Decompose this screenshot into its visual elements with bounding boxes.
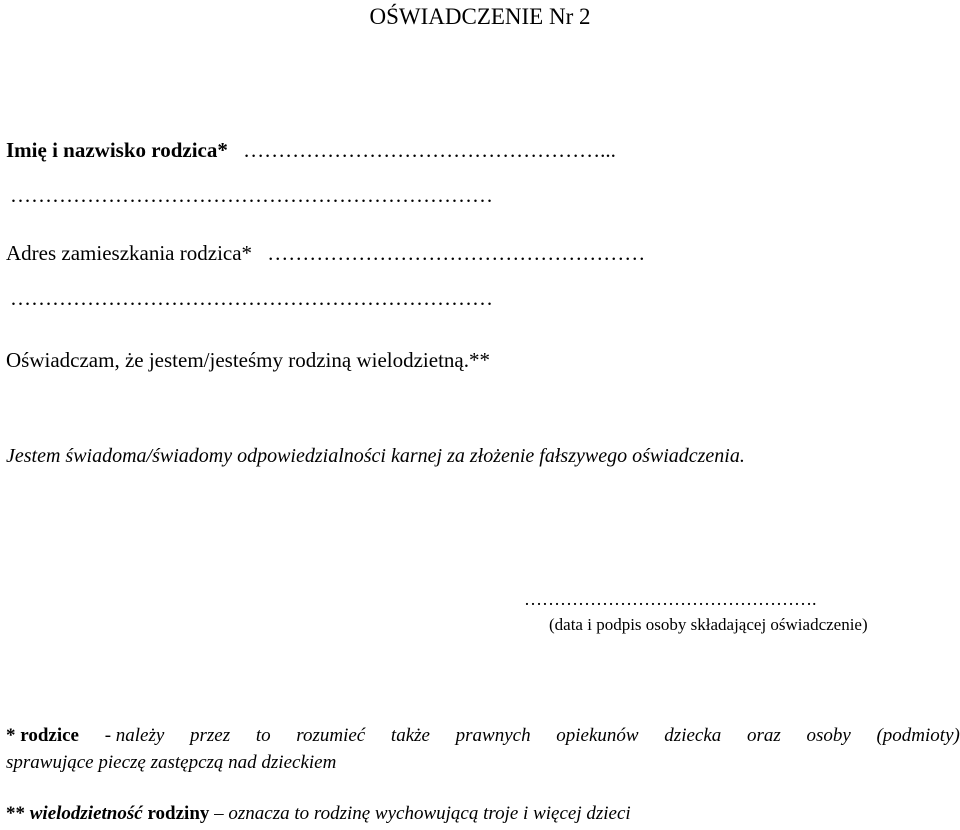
page-title: OŚWIADCZENIE Nr 2: [369, 4, 591, 29]
footnote-word: rozumieć: [296, 725, 366, 746]
footnote-parents-line1: [6, 725, 960, 747]
footnote-large-family-term-italic: wielodzietność: [29, 803, 143, 824]
signature-field-dots[interactable]: ………………………………………….: [524, 589, 817, 609]
parent-address-line: [6, 241, 645, 266]
footnote-word: przez: [190, 725, 231, 746]
footnote-word: oraz: [746, 725, 781, 746]
parent-name-line: [6, 138, 616, 163]
footnote-word: (podmioty): [876, 725, 960, 746]
footnote-large-family: [6, 803, 631, 825]
footnote-word: także: [390, 725, 430, 746]
parent-address-field-dots-continued[interactable]: ……………………………………………………………: [10, 286, 493, 310]
parent-address-field-dots[interactable]: ………………………………………………: [267, 241, 646, 265]
footnote-word: opiekunów: [556, 725, 639, 746]
footnote-word: osoby: [806, 725, 851, 746]
footnote-parents-line2: sprawujące pieczę zastępczą nad dzieckiem: [6, 752, 337, 773]
parent-address-label: Adres zamieszkania rodzica*: [6, 241, 253, 265]
footnote-word: - należy: [104, 725, 165, 746]
footnote-large-family-term-bold: rodziny: [142, 803, 210, 824]
footnote-word: dziecka: [664, 725, 722, 746]
footnote-word: to: [255, 725, 271, 746]
footnote-word: prawnych: [455, 725, 531, 746]
footnote-large-family-marker: **: [6, 803, 30, 824]
parent-name-field-dots-continued[interactable]: ……………………………………………………………: [10, 183, 493, 207]
parent-name-field-dots[interactable]: ……………………………………………...: [243, 138, 616, 162]
large-family-declaration: Oświadczam, że jestem/jesteśmy rodziną wielodzietną.**: [6, 348, 490, 372]
footnote-parents-term: * rodzice: [6, 725, 79, 746]
footnote-large-family-definition: – oznacza to rodzinę wychowującą troje i więcej dzieci: [209, 803, 631, 824]
liability-statement: Jestem świadoma/świadomy odpowiedzialności karnej za złożenie fałszywego oświadczenia.: [6, 445, 745, 467]
parent-name-label: Imię i nazwisko rodzica*: [6, 138, 228, 162]
signature-caption: (data i podpis osoby składającej oświadczenie): [549, 615, 868, 634]
